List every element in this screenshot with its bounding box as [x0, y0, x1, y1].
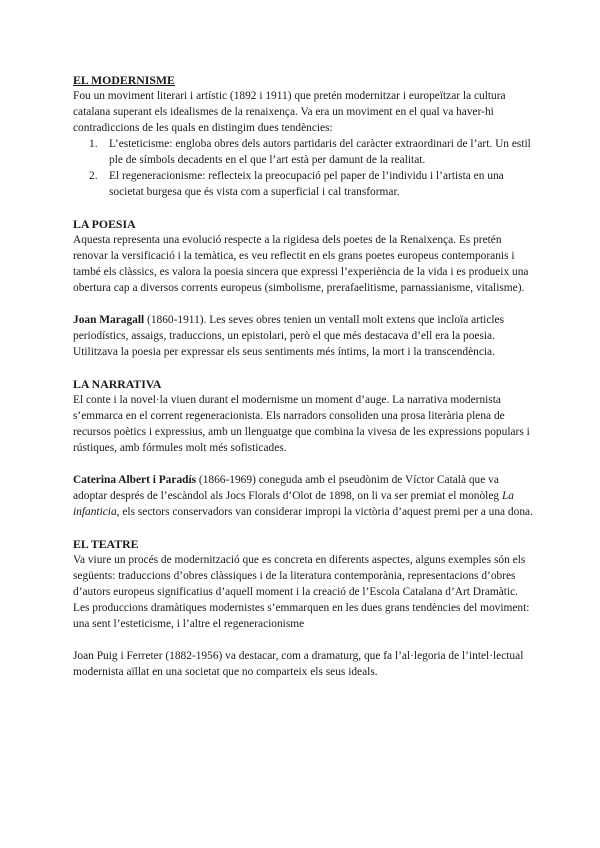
- heading-poesia: LA POESIA: [73, 217, 136, 231]
- spacer: [73, 360, 533, 376]
- spacer: [73, 200, 533, 216]
- author-description-end: , els sectors conservadors van considerar impropi la victòria d’aquest premi per a una dona.: [116, 506, 533, 518]
- modernisme-intro: Fou un moviment literari i artístic (1892 i 1911) que pretén modernitzar i europeïtzar la cultura catalana superant els idealismes de la renaixença. Va era un moviment en el qual va haver-hi contradiccions de les quals en distingim dues tendències:: [73, 90, 506, 134]
- teatre-tendencies: Les produccions dramàtiques modernistes s’emmarquen en les dues grans tendències del moviment: una sent l’esteticisme, i l’altre el regeneracionisme: [73, 602, 530, 630]
- tendencies-list: [73, 136, 533, 200]
- document-body: [73, 72, 533, 680]
- spacer: [73, 520, 533, 536]
- list-number: 2.: [89, 170, 98, 182]
- heading-teatre: EL TEATRE: [73, 537, 139, 551]
- section-teatre: [73, 536, 533, 680]
- section-narrativa: [73, 376, 533, 520]
- list-number: 1.: [89, 138, 98, 150]
- author-name: Caterina Albert i Paradís: [73, 474, 197, 486]
- puig-paragraph: Joan Puig i Ferreter (1882-1956) va destacar, com a dramaturg, que fa l’al·legoria de l’intel·lectual modernista aïllat en una societat que no comparteix els seus ideals.: [73, 650, 524, 678]
- albert-paragraph: [73, 472, 533, 520]
- spacer: [73, 456, 533, 472]
- work-title: La infanticia: [73, 490, 514, 518]
- spacer: [73, 296, 533, 312]
- heading-narrativa: LA NARRATIVA: [73, 377, 162, 391]
- spacer: [73, 632, 533, 648]
- author-description: (1860-1911). Les seves obres tenien un ventall molt extens que incloïa articles periodístics, assaigs, traduccions, un epistolari, però el que més destacava d’ell era la poesia. Utilitzava la poesia per expressar els seus sentiments més íntims, la mort i la transcendència.: [73, 314, 505, 358]
- teatre-text: Va viure un procés de modernització que es concreta en diferents aspectes, alguns exemples són els següents: traduccions d’obres clàssiques i de la literatura contemporània, representacions d’obres d’autors europeus significatius d’aquell moment i la creació de l’Escola Catalana d’Art Dramàtic.: [73, 554, 526, 598]
- maragall-paragraph: [73, 312, 533, 360]
- section-modernisme: [73, 72, 533, 200]
- list-item: [73, 136, 533, 168]
- author-description: (1866-1969) coneguda amb el pseudònim de Víctor Català que va adoptar després de l’escàndol als Jocs Florals d’Olot de 1898, on li va ser premiat el monòleg: [73, 474, 502, 502]
- narrativa-text: El conte i la novel·la viuen durant el modernisme un moment d’auge. La narrativa modernista s’emmarca en el corrent regeneracionista. Els narradors consoliden una prosa literària plena de recursos poètics i expressius, amb un llenguatge que combina la vivesa de les expressions populars i rústiques, amb fórmules molt més sofisticades.: [73, 394, 530, 454]
- section-poesia: [73, 216, 533, 360]
- poesia-text: Aquesta representa una evolució respecte a la rigidesa dels poetes de la Renaixença. Es pretén renovar la versificació i la temàtica, es veu reflectit en els grans poetes europeus contemporanis i també els clàssics, es valora la poesia sincera que expressi l’experiència de la vida i es produeix una obertura cap a diversos corrents europeus (simbolisme, prerafaelitisme, parnassianisme, vitalisme).: [73, 234, 529, 294]
- heading-modernisme: EL MODERNISME: [73, 73, 175, 87]
- list-item-text: El regeneracionisme: reflecteix la preocupació pel paper de l’individu i l’artista en una societat burgesa que és vista com a superficial i cal transformar.: [109, 170, 504, 198]
- list-item-text: L’esteticisme: engloba obres dels autors partidaris del caràcter extraordinari de l’art. Un estil ple de símbols decadents en el que l’art està per damunt de la realitat.: [109, 138, 531, 166]
- list-item: [73, 168, 533, 200]
- author-name: Joan Maragall: [73, 314, 145, 326]
